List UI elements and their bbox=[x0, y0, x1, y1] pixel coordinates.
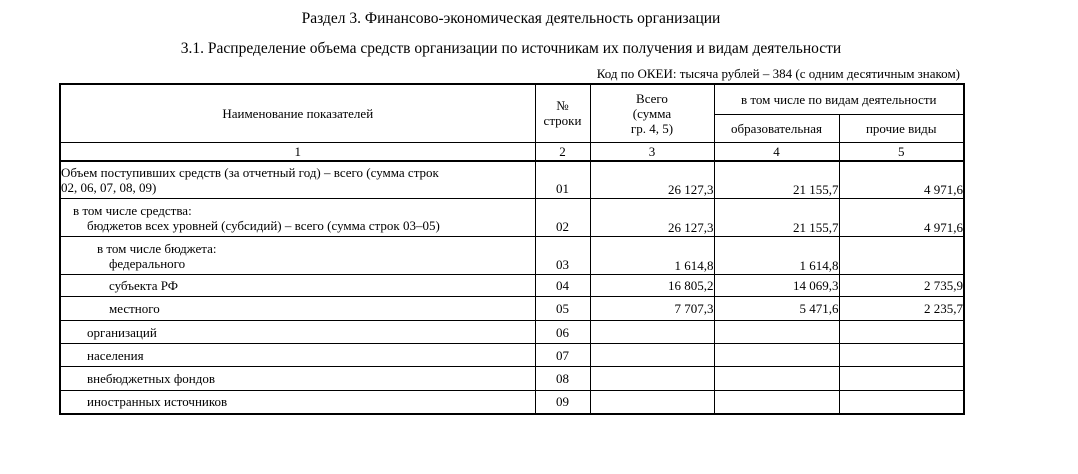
row-label: иностранных источников bbox=[60, 391, 535, 414]
row-label: субъекта РФ bbox=[60, 275, 535, 297]
row-label-line1: в том числе бюджета: bbox=[97, 240, 217, 256]
total-cell bbox=[590, 321, 714, 344]
educational-cell bbox=[714, 344, 839, 367]
educational-cell: 14 069,3 bbox=[714, 275, 839, 297]
educational-cell: 21 155,7 bbox=[714, 161, 839, 199]
row-code: 07 bbox=[535, 344, 590, 367]
row-code: 03 bbox=[535, 237, 590, 275]
educational-cell bbox=[714, 367, 839, 391]
table-row bbox=[60, 161, 964, 199]
header-other: прочие виды bbox=[839, 114, 964, 142]
row-code: 08 bbox=[535, 367, 590, 391]
table-row bbox=[60, 367, 964, 391]
row-label-line2: бюджетов всех уровней (субсидий) – всего (сумма строк 03–05) bbox=[87, 217, 440, 233]
row-label-line1: Объем поступивших средств (за отчетный год) – всего (сумма строк bbox=[61, 164, 439, 180]
row-label: населения bbox=[60, 344, 535, 367]
row-label: организаций bbox=[60, 321, 535, 344]
total-cell: 26 127,3 bbox=[590, 161, 714, 199]
units-note: Код по ОКЕИ: тысяча рублей – 384 (с одним десятичным знаком) bbox=[596, 66, 960, 81]
row-code: 09 bbox=[535, 391, 590, 414]
row-code: 04 bbox=[535, 275, 590, 297]
header-row-number bbox=[535, 84, 590, 142]
educational-cell: 1 614,8 bbox=[714, 237, 839, 275]
row-label bbox=[60, 237, 535, 275]
row-label bbox=[60, 199, 535, 237]
column-number: 2 bbox=[535, 142, 590, 161]
row-code: 02 bbox=[535, 199, 590, 237]
other-cell bbox=[839, 237, 964, 275]
educational-cell bbox=[714, 391, 839, 414]
header-total-line1: Всего bbox=[636, 90, 668, 106]
educational-cell bbox=[714, 321, 839, 344]
header-row-number-line1: № bbox=[556, 98, 569, 114]
educational-cell: 21 155,7 bbox=[714, 199, 839, 237]
section-title: Раздел 3. Финансово-экономическая деятельность организации bbox=[301, 10, 721, 27]
total-cell bbox=[590, 391, 714, 414]
row-label: местного bbox=[60, 297, 535, 321]
table-row bbox=[60, 237, 964, 275]
other-cell bbox=[839, 321, 964, 344]
row-label-line2: 02, 06, 07, 08, 09) bbox=[61, 179, 157, 195]
other-cell bbox=[839, 344, 964, 367]
row-label-line1: в том числе средства: bbox=[73, 202, 192, 218]
header-name: Наименование показателей bbox=[60, 84, 535, 142]
row-code: 05 bbox=[535, 297, 590, 321]
total-cell: 1 614,8 bbox=[590, 237, 714, 275]
row-label: внебюджетных фондов bbox=[60, 367, 535, 391]
total-cell: 7 707,3 bbox=[590, 297, 714, 321]
table-title: 3.1. Распределение объема средств организации по источникам их получения и видам деятельности bbox=[180, 40, 842, 57]
row-code: 01 bbox=[535, 161, 590, 199]
header-by-activity: в том числе по видам деятельности bbox=[714, 84, 964, 114]
table-row bbox=[60, 321, 964, 344]
column-number: 3 bbox=[590, 142, 714, 161]
column-number: 5 bbox=[839, 142, 964, 161]
row-label-line2: федерального bbox=[109, 255, 186, 271]
other-cell bbox=[839, 391, 964, 414]
table-row bbox=[60, 344, 964, 367]
column-number: 1 bbox=[60, 142, 535, 161]
total-cell bbox=[590, 367, 714, 391]
other-cell: 2 235,7 bbox=[839, 297, 964, 321]
header-total-line2: (сумма bbox=[632, 105, 672, 121]
table-row bbox=[60, 391, 964, 414]
table-row bbox=[60, 199, 964, 237]
row-code: 06 bbox=[535, 321, 590, 344]
educational-cell: 5 471,6 bbox=[714, 297, 839, 321]
other-cell: 4 971,6 bbox=[839, 199, 964, 237]
header-total-line3: гр. 4, 5) bbox=[630, 120, 674, 136]
total-cell bbox=[590, 344, 714, 367]
table-row bbox=[60, 275, 964, 297]
funds-distribution-table bbox=[59, 83, 965, 415]
total-cell: 16 805,2 bbox=[590, 275, 714, 297]
other-cell: 4 971,6 bbox=[839, 161, 964, 199]
header-row-number-line2: строки bbox=[543, 113, 582, 129]
other-cell bbox=[839, 367, 964, 391]
header-educational: образовательная bbox=[714, 114, 839, 142]
total-cell: 26 127,3 bbox=[590, 199, 714, 237]
column-number: 4 bbox=[714, 142, 839, 161]
header-total bbox=[590, 84, 714, 142]
table-row bbox=[60, 297, 964, 321]
other-cell: 2 735,9 bbox=[839, 275, 964, 297]
row-label bbox=[60, 161, 535, 199]
